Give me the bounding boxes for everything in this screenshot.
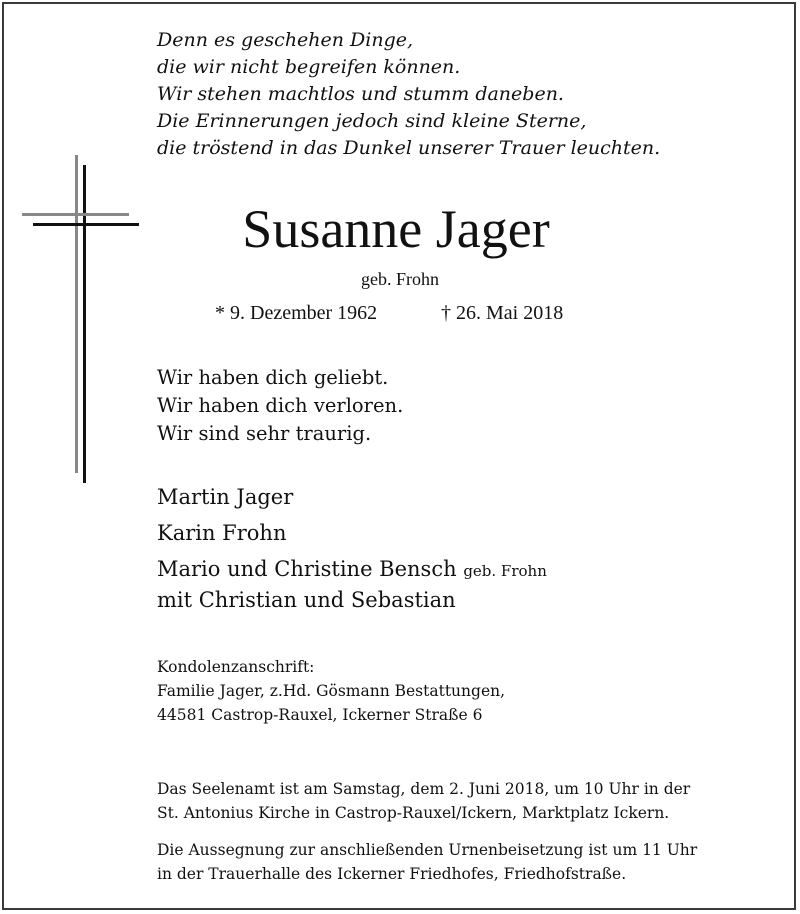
verse-line: Wir sind sehr traurig.	[157, 422, 372, 445]
deceased-name: Susanne Jager	[242, 199, 550, 259]
mourner-birth-name: geb. Frohn	[463, 562, 547, 580]
burial-notice	[157, 838, 697, 886]
address-line: Kondolenzanschrift:	[157, 658, 315, 676]
birth-date: * 9. Dezember 1962	[215, 302, 378, 324]
mourner-line: Karin Frohn	[157, 521, 287, 545]
verse-line: Wir haben dich geliebt.	[157, 366, 389, 389]
mourner-line: Martin Jager	[157, 485, 294, 509]
mourner-name: Mario und Christine Bensch	[157, 557, 457, 581]
notice-line: Die Aussegnung zur anschließenden Urnenbeisetzung ist um 11 Uhr	[157, 841, 698, 859]
address-line: 44581 Castrop-Rauxel, Ickerner Straße 6	[157, 706, 483, 724]
poem-line: die tröstend in das Dunkel unserer Trauer leuchten.	[157, 137, 661, 159]
condolence-address	[157, 655, 505, 727]
mourner-line	[157, 551, 547, 589]
poem-line: die wir nicht begreifen können.	[157, 56, 461, 78]
verse	[157, 364, 403, 448]
address-line: Familie Jager, z.Hd. Gösmann Bestattungen,	[157, 682, 506, 700]
death-date: † 26. Mai 2018	[441, 302, 564, 324]
mass-notice	[157, 777, 690, 825]
poem-line: Die Erinnerungen jedoch sind kleine Sterne,	[157, 110, 587, 132]
verse-line: Wir haben dich verloren.	[157, 394, 404, 417]
notice-line: St. Antonius Kirche in Castrop-Rauxel/Ickern, Marktplatz Ickern.	[157, 804, 670, 822]
poem	[157, 27, 660, 162]
notice-line: in der Trauerhalle des Ickerner Friedhofes, Friedhofstraße.	[157, 865, 627, 883]
mourners	[157, 479, 547, 615]
poem-line: Wir stehen machtlos und stumm daneben.	[157, 83, 564, 105]
birth-name: geb. Frohn	[361, 269, 439, 289]
mourner-line: mit Christian und Sebastian	[157, 588, 456, 612]
poem-line: Denn es geschehen Dinge,	[157, 29, 414, 51]
notice-line: Das Seelenamt ist am Samstag, dem 2. Juni 2018, um 10 Uhr in der	[157, 780, 691, 798]
